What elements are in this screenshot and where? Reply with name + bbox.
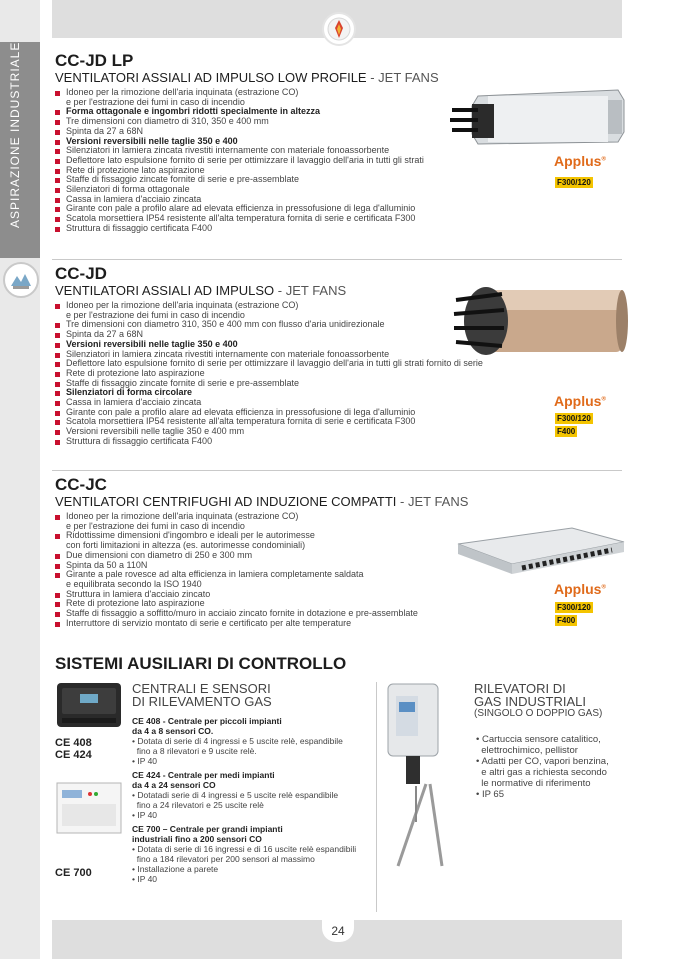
- bullet-item: Cassa in lamiera d'acciaio zincata: [55, 398, 483, 408]
- certification-tag: F300/120: [557, 178, 591, 187]
- rilevatori-feature-line: • Adatti per CO, vapori benzina,: [476, 756, 609, 767]
- ccjdlp-section: [55, 52, 439, 234]
- bullet-item: Scatola morsettiera IP54 resistente all'alta temperatura fornita di serie e certificata F300: [55, 214, 439, 224]
- ccjd-bullet-list: [55, 301, 483, 447]
- ccjdlp-product-image: [448, 86, 626, 148]
- bullet-item: e equilibrata secondo la ISO 1940: [66, 578, 202, 589]
- rilevatori-feature-line: • IP 65: [476, 789, 504, 800]
- centrali-title-line1: CENTRALI E SENSORI: [132, 681, 271, 696]
- bullet-item: Struttura di fissaggio certificata F400: [55, 437, 483, 447]
- certification-tag: F400: [557, 427, 576, 436]
- ccjd-section: [55, 265, 483, 447]
- bullet-item: Rete di protezione lato aspirazione: [55, 166, 439, 176]
- page-number: 24: [322, 920, 354, 942]
- bullet-item: Staffe di fissaggio zincate fornite di serie e pre-assemblate: [55, 379, 483, 389]
- certification-tag: F300/120: [557, 603, 591, 612]
- bullet-item: e per l'estrazione dei fumi in caso di incendio: [66, 520, 245, 531]
- centrale-item-line: • IP 40: [132, 810, 158, 820]
- bullet-item: Scatola morsettiera IP54 resistente all'alta temperatura fornita di serie e certificata F300: [55, 417, 483, 427]
- centrali-item-list: [132, 716, 372, 888]
- bullet-item: Girante a pale rovesce ad alta efficienza in lamiera completamente saldata: [55, 570, 468, 580]
- centrale-item: [132, 716, 372, 766]
- bullet-item: Ridottissime dimensioni d'ingombro e ideali per le autorimesse: [55, 531, 468, 541]
- bullet-item: Silenziatori in lamiera zincata rivestiti internamente con materiale fonoassorbente: [55, 350, 483, 360]
- rilevatori-feature-line: e altri gas a richiesta secondo: [476, 767, 607, 778]
- section-icon: [3, 262, 39, 298]
- bullet-item: Versioni reversibili nelle taglie 350 e 400 mm: [55, 427, 483, 437]
- ccjdlp-applus-text: Applus: [554, 153, 602, 169]
- ccjc-subtitle: [55, 494, 468, 509]
- sidebar-label: ASPIRAZIONE INDUSTRIALE: [8, 41, 22, 228]
- bullet-item: Rete di protezione lato aspirazione: [55, 599, 468, 609]
- bullet-item: Spinta da 27 a 68N: [55, 127, 439, 137]
- ccjdlp-applus-logo: Applus®: [554, 153, 606, 169]
- centrale-item-head: CE 700 – Centrale per grandi impianti: [132, 824, 283, 834]
- centrale-item-line: • Dotatadi serie di 4 ingressi e 5 uscite relè espandibile: [132, 790, 339, 800]
- ccjc-subtitle-suffix: - JET FANS: [400, 494, 469, 509]
- ccjd-applus-logo: Applus®: [554, 393, 606, 409]
- aux-title: SISTEMI AUSILIARI DI CONTROLLO: [55, 654, 347, 673]
- centrale-item-head2: industriali fino a 200 sensori CO: [132, 834, 262, 844]
- centrale-item: [132, 824, 372, 884]
- divider: [52, 470, 622, 471]
- centrale-item-line: fino a 24 rilevatori e 25 uscite relè: [132, 800, 264, 810]
- rilevatori-title: [474, 682, 602, 720]
- ccjc-title: CC-JC: [55, 475, 107, 494]
- centrale-item-line: fino a 184 rilevatori per 200 sensori al massimo: [132, 854, 315, 864]
- rilevatori-feature-line: le normative di riferimento: [476, 778, 591, 789]
- gas-detector-image: [386, 682, 456, 870]
- rilevatori-title-line2: GAS INDUSTRIALI: [474, 694, 586, 709]
- centrale-item-line: • Dotata di serie di 4 ingressi e 5 uscite relè, espandibile: [132, 736, 343, 746]
- centrale-item-head: CE 408 - Centrale per piccoli impianti: [132, 716, 282, 726]
- rilevatori-title-line1: RILEVATORI DI: [474, 681, 566, 696]
- centrali-title-line2: DI RILEVAMENTO GAS: [132, 694, 272, 709]
- centrale-item-line: • IP 40: [132, 874, 158, 884]
- centrale-item-head: CE 424 - Centrale per medi impianti: [132, 770, 275, 780]
- bullet-item: Versioni reversibili nelle taglie 350 e 400: [55, 137, 439, 147]
- bullet-item: Deflettore lato espulsione fornito di serie per ottimizzare il lavaggio dell'aria in tutti gli strati: [55, 156, 439, 166]
- ccjc-section: [55, 476, 468, 628]
- ccjdlp-subtitle-suffix: - JET FANS: [370, 70, 439, 85]
- ccjd-subtitle: [55, 283, 483, 298]
- ccjd-applus-text: Applus: [554, 393, 602, 409]
- bullet-item: Tre dimensioni con diametro di 310, 350 e 400 mm: [55, 117, 439, 127]
- certification-tag: F300/120: [557, 414, 591, 423]
- bullet-item: Staffe di fissaggio a soffitto/muro in acciaio zincato fornite in dotazione e pre-assemblate: [55, 609, 468, 619]
- centrale-item: [132, 770, 372, 820]
- ccjc-applus-text: Applus: [554, 581, 602, 597]
- bullet-item: Struttura in lamiera d'acciaio zincato: [55, 590, 468, 600]
- bullet-item: Struttura di fissaggio certificata F400: [55, 224, 439, 234]
- bullet-item: Idoneo per la rimozione dell'aria inquinata (estrazione CO): [55, 301, 483, 311]
- ce700-device-image: [56, 782, 122, 834]
- bullet-item: Idoneo per la rimozione dell'aria inquinata (estrazione CO): [55, 512, 468, 522]
- ccjdlp-subtitle-main: VENTILATORI ASSIALI AD IMPULSO LOW PROFILE: [55, 70, 367, 85]
- bullet-item: Cassa in lamiera d'acciaio zincata: [55, 195, 439, 205]
- bullet-item: Spinta da 50 a 110N: [55, 561, 468, 571]
- rilevatori-title-line3: (SINGOLO O DOPPIO GAS): [474, 708, 603, 719]
- brand-logo-icon: [322, 12, 356, 46]
- rilevatori-feature-line: • Cartuccia sensore catalitico,: [476, 734, 601, 745]
- ccjd-title: CC-JD: [55, 264, 107, 283]
- sidebar: [0, 0, 40, 959]
- rilevatori-feature-line: elettrochimico, pellistor: [476, 745, 578, 756]
- bullet-item: e per l'estrazione dei fumi in caso di incendio: [66, 96, 245, 107]
- rilevatori-feature-list: [476, 734, 609, 800]
- bullet-item: Forma ottagonale e ingombri ridotti specialmente in altezza: [55, 107, 439, 117]
- ccjc-applus-logo: Applus®: [554, 581, 606, 597]
- ce408-code: CE 408: [55, 737, 92, 749]
- centrale-item-head2: da 4 a 8 sensori CO.: [132, 726, 214, 736]
- ccjdlp-title: CC-JD LP: [55, 51, 134, 70]
- ccjd-subtitle-suffix: - JET FANS: [277, 283, 347, 298]
- centrale-item-line: • Installazione a parete: [132, 864, 219, 874]
- bullet-item: Idoneo per la rimozione dell'aria inquinata (estrazione CO): [55, 88, 439, 98]
- centrale-item-head2: da 4 a 24 sensori CO: [132, 780, 216, 790]
- bullet-item: e per l'estrazione dei fumi in caso di incendio: [66, 309, 245, 320]
- divider: [52, 259, 622, 260]
- bullet-item: Girante con pale a profilo alare ad elevata efficienza in pressofusione di lega d'alluminio: [55, 204, 439, 214]
- ccjdlp-bullet-list: [55, 88, 439, 234]
- ccjdlp-subtitle: [55, 70, 439, 85]
- ccjc-subtitle-main: VENTILATORI CENTRIFUGHI AD INDUZIONE COMPATTI: [55, 494, 397, 509]
- ccjc-bullet-list: [55, 512, 468, 628]
- bullet-item: Silenziatori in lamiera zincata rivestiti internamente con materiale fonoassorbente: [55, 146, 439, 156]
- bullet-item: Silenziatori di forma ottagonale: [55, 185, 439, 195]
- bullet-item: Due dimensioni con diametro di 250 e 300 mm: [55, 551, 468, 561]
- centrale-item-line: • IP 40: [132, 756, 158, 766]
- ccjc-product-image: [452, 524, 626, 580]
- bullet-item: Spinta da 27 a 68N: [55, 330, 483, 340]
- bullet-item: Silenziatori di forma circolare: [55, 388, 483, 398]
- bullet-item: Interruttore di servizio montato di serie e certificato per alte temperature: [55, 619, 468, 629]
- centrali-title: [132, 682, 272, 708]
- ccjd-subtitle-main: VENTILATORI ASSIALI AD IMPULSO: [55, 283, 275, 298]
- certification-tag: F400: [557, 616, 576, 625]
- bullet-item: Girante con pale a profilo alare ad elevata efficienza in pressofusione di lega d'alluminio: [55, 408, 483, 418]
- bullet-item: Rete di protezione lato aspirazione: [55, 369, 483, 379]
- bullet-item: Versioni reversibili nelle taglie 350 e 400: [55, 340, 483, 350]
- ce424-code: CE 424: [55, 749, 92, 761]
- ce408-device-image: [56, 682, 122, 728]
- centrale-item-line: • Dotata di serie di 16 ingressi e di 16 uscite relè espandibili: [132, 844, 357, 854]
- aux-divider: [376, 682, 377, 912]
- ce700-code: CE 700: [55, 867, 92, 879]
- bullet-item: Deflettore lato espulsione fornito di serie per ottimizzare il lavaggio dell'aria in tutti gli strati fornito di serie: [55, 359, 483, 369]
- centrale-item-line: fino a 8 rilevatori e 9 uscite relè.: [132, 746, 257, 756]
- bullet-item: Staffe di fissaggio zincate fornite di serie e pre-assemblate: [55, 175, 439, 185]
- bullet-item: con forti limitazioni in altezza (es. autorimesse condominiali): [66, 540, 306, 551]
- bullet-item: Tre dimensioni con diametro 310, 350 e 400 mm con flusso d'aria unidirezionale: [55, 320, 483, 330]
- ccjd-product-image: [452, 280, 628, 364]
